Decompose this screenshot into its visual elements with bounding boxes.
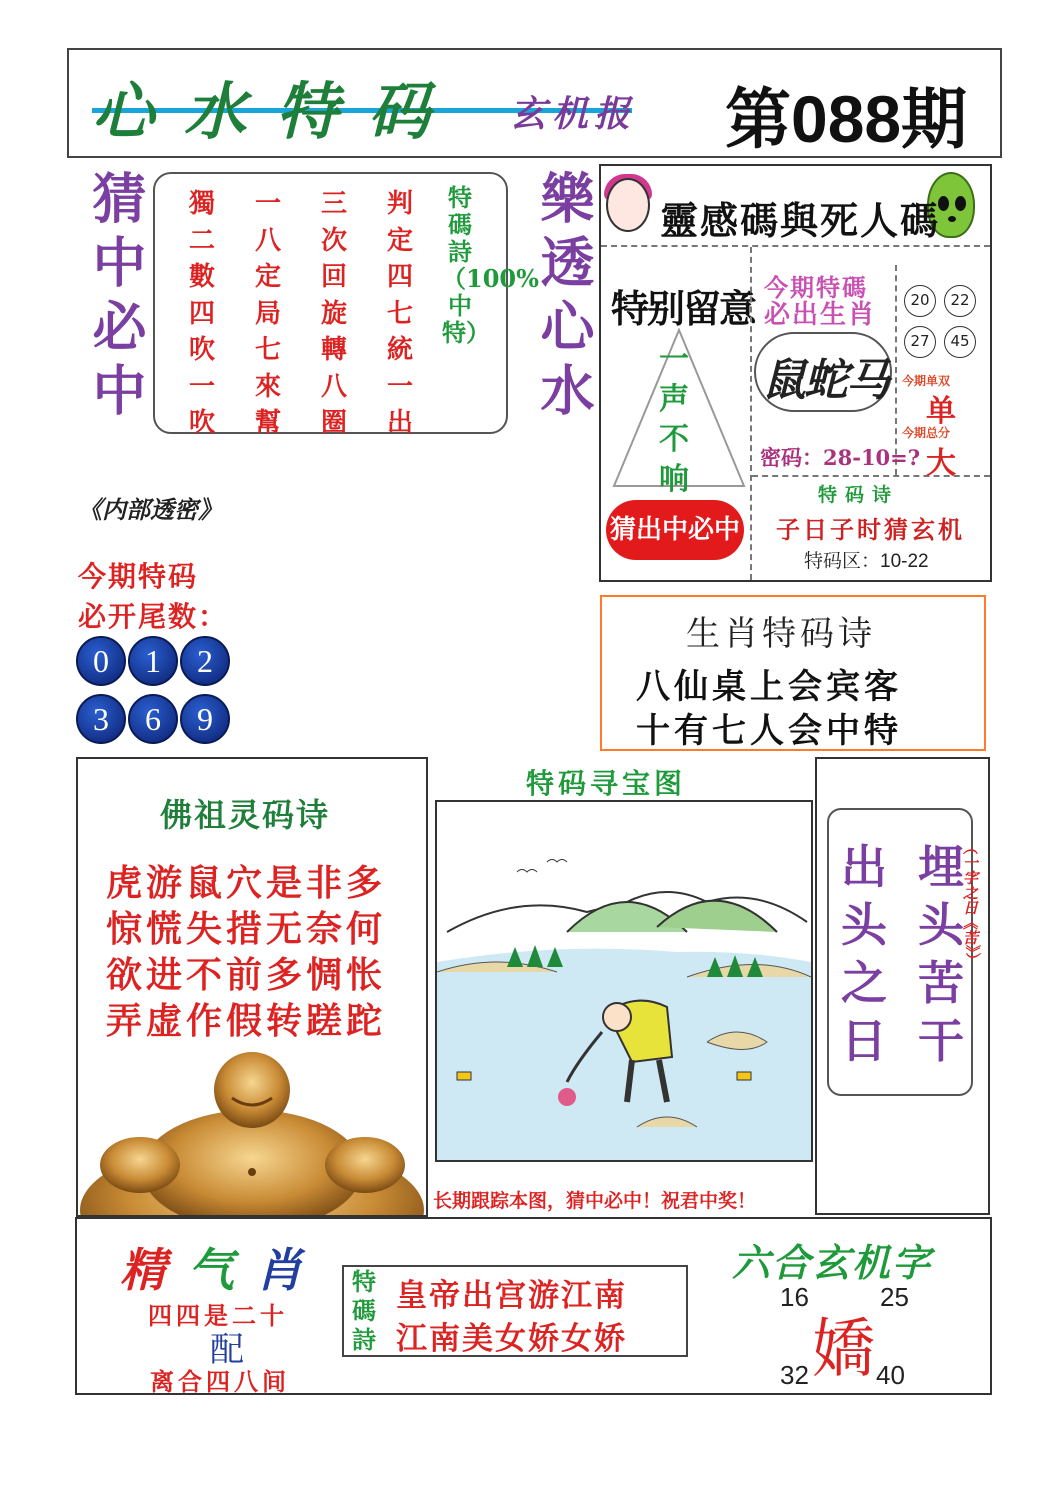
issue-number: 第088期	[725, 82, 968, 156]
buddha-poem-line: 惊慌失措无奈何	[106, 908, 387, 950]
buddha-poem-line: 弄虚作假转蹉跎	[106, 1000, 387, 1042]
tail-ball: 3	[76, 694, 126, 744]
liuhe-number: 25	[880, 1282, 909, 1312]
page-title: 心水特码	[92, 75, 461, 148]
liuhe-number: 16	[780, 1282, 809, 1312]
poem-column: 判定四七統一出	[386, 189, 413, 438]
liuhe-number: 32	[780, 1360, 809, 1390]
map-caption: 长期跟踪本图，猜中必中！祝君中奖！	[433, 1190, 757, 1212]
spirit-line-3: 离合四八间	[150, 1367, 290, 1396]
zodiac-label-2: 必出生肖	[764, 300, 877, 330]
liuhe-number: 40	[876, 1360, 905, 1390]
riddle-column: 埋头苦干	[918, 840, 964, 1068]
panel-title: 靈感碼與死人碼	[660, 198, 941, 243]
secret-code: 密码：28-10=?	[760, 445, 921, 470]
guess-badge: 猜出中必中	[606, 500, 744, 560]
bottom-poem-line: 皇帝出宫游江南	[396, 1278, 627, 1314]
panel-poem: 子日子时猜玄机	[776, 515, 965, 544]
map-title: 特码寻宝图	[526, 767, 687, 800]
spirit-char: 气	[188, 1243, 256, 1297]
number-circle: 45	[944, 326, 976, 358]
code-area: 特码区：10-22	[804, 551, 929, 572]
zodiac-poem-line: 十有七人会中特	[636, 711, 902, 751]
right-vertical-slogan: 樂透心水	[532, 170, 596, 426]
treasure-map-image	[437, 802, 811, 1160]
divider	[601, 245, 990, 247]
bottom-poem-label: 特碼詩	[352, 1267, 376, 1354]
poem-column: 一八定局七來幫	[254, 189, 281, 438]
tail-ball: 9	[180, 694, 230, 744]
panel-poem-title: 特码诗	[818, 484, 900, 506]
buddha-image	[80, 1050, 424, 1215]
buddha-poem-line: 欲进不前多惆怅	[106, 954, 387, 996]
triangle-text: 一声不响	[659, 342, 689, 497]
liuhe-title: 六合玄机字	[732, 1240, 933, 1285]
attention-label: 特别留意	[611, 286, 756, 331]
buddha-poem-line: 虎游鼠穴是非多	[106, 862, 387, 904]
spirit-char: 肖	[256, 1243, 324, 1297]
face-icon	[606, 178, 650, 232]
poem-column: 獨二數四吹一吹	[188, 189, 215, 438]
tail-line-2: 必开尾数：	[78, 600, 229, 633]
tail-ball: 1	[128, 636, 178, 686]
single-double-value: 单	[926, 394, 956, 429]
spirit-line-1: 四四是二十	[148, 1301, 288, 1330]
number-circle: 20	[904, 285, 936, 317]
poem-column: 三次回旋轉八圈	[320, 189, 347, 438]
bottom-poem-line: 江南美女娇女娇	[396, 1321, 627, 1357]
single-double-label: 今期单双	[902, 374, 951, 388]
tail-ball: 2	[180, 636, 230, 686]
number-circle: 22	[944, 285, 976, 317]
liuhe-character: 嬌	[812, 1313, 876, 1387]
riddle-column: 出头之日	[841, 840, 887, 1068]
divider	[750, 247, 752, 580]
total-label: 今期总分	[902, 426, 951, 440]
zodiac-label-1: 今期特碼	[764, 273, 868, 302]
tail-ball: 0	[76, 636, 126, 686]
tail-ball: 6	[128, 694, 178, 744]
spirit-char: 精	[120, 1243, 188, 1297]
zodiac-poem-line: 八仙桌上会宾客	[636, 667, 902, 707]
zodiac-text: 鼠蛇马	[762, 355, 888, 406]
left-vertical-slogan: 猜中必中	[84, 170, 148, 426]
internal-title: 《内部透密》	[78, 495, 222, 524]
riddle-note: （一字之日《苦》）	[961, 840, 979, 968]
spirit-pei: 配	[210, 1330, 244, 1370]
total-value: 大	[926, 446, 956, 481]
zodiac-poem-title: 生肖特码诗	[686, 614, 876, 654]
page-subtitle: 玄机报	[510, 93, 637, 135]
poem-box-title: 特碼詩（100%中特）	[442, 183, 539, 347]
tail-line-1: 今期特码	[78, 560, 199, 593]
number-circle: 27	[904, 326, 936, 358]
buddha-title: 佛祖灵码诗	[160, 796, 331, 834]
spirit-title	[120, 1234, 324, 1300]
